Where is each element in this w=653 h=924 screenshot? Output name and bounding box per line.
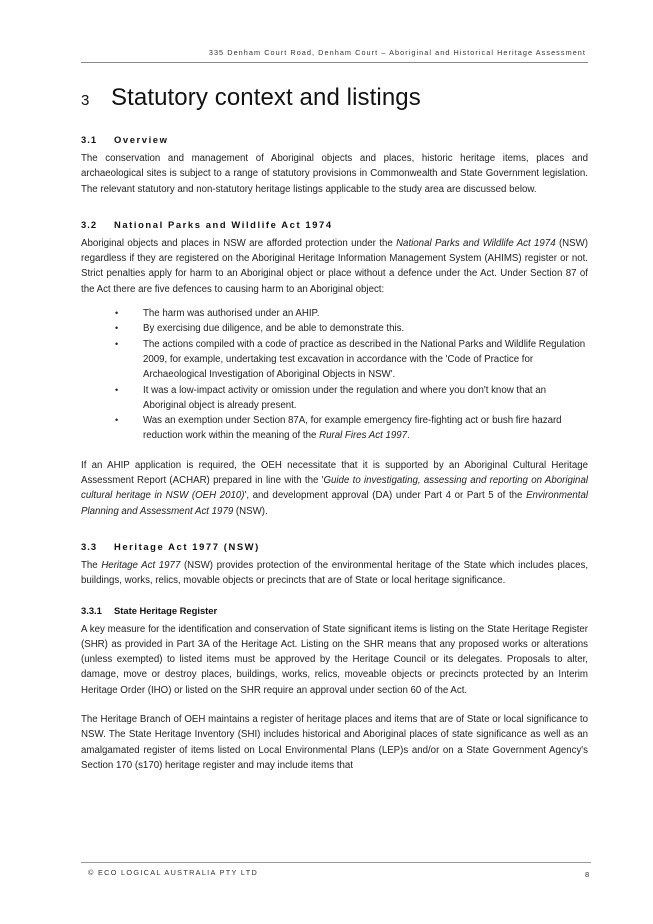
act-name: National Parks and Wildlife Act 1974 [396,237,556,249]
text-run: Was an exemption under Section 87A, for example emergency fire-fighting act or bush fire hazard reduction work within the meaning of the [143,415,562,442]
text-run: Aboriginal objects and places in NSW are afforded protection under the [81,237,397,249]
list-item [81,383,588,414]
text-run: . [407,430,410,442]
header-divider [81,62,588,63]
chapter-title: Statutory context and listings [111,84,421,111]
list-item [81,337,588,383]
npw-paragraph-1 [81,236,588,297]
shr-paragraph-1: A key measure for the identification and conservation of State significant items is listing on the State Heritage Register (SHR) as provided in Part 3A of the Heritage Act. Listing on the SHR means that any proposed works or alterations (unless exempted) to listed items must be approved by the Heritage Council or its delegates. Proposals to alter, damage, move or destroy places, buildings, works, relics, moveable objects or precincts protected by an Interim Heritage Order (IHO) or listed on the SHR require an approval under section 60 of the Act. [81,623,588,696]
section-title: Overview [114,134,169,145]
act-name: Environmental Planning and Assessment Act 1979 [81,490,588,517]
text-run: (NSW) regardless if they are registered on the Aboriginal Heritage Information Management System (AHIMS) register or not. Strict penalties apply for harm to an Aboriginal object or place without a defence under the Act. Under Section 87 of the Act there are five defences to causing harm to an Aboriginal object: [81,237,588,295]
list-item [81,321,588,336]
page-number: 8 [585,870,590,879]
chapter-heading [81,84,588,112]
list-item [81,306,588,321]
list-item-text: The harm was authorised under an AHIP. [143,308,320,320]
act-name: Rural Fires Act 1997 [319,430,408,442]
bullet-icon: • [115,323,119,334]
subsection-title: State Heritage Register [114,604,218,616]
defences-list [81,306,588,444]
footer-company: © ECO LOGICAL AUSTRALIA PTY LTD [88,868,259,877]
guide-title: Guide to investigating, assessing and reporting on Aboriginal cultural heritage in NSW (OEH 2010) [81,475,588,502]
overview-paragraph: The conservation and management of Aboriginal objects and places, historic heritage items, places and archaeological sites is subject to a range of statutory provisions in Commonwealth and State Government legislation. The relevant statutory and non-statutory heritage listings applicable to the study area are discussed below. [81,153,588,195]
bullet-icon: • [115,338,119,349]
section-heading-heritage-act [81,541,588,552]
footer-divider [81,862,591,863]
npw-paragraph-2 [81,458,588,519]
text-run: (NSW) provides protection of the environmental heritage of the State which includes places, buildings, works, relics, movable objects or precincts that are of State or local heritage significance. [81,559,589,587]
text-run: The [81,559,102,571]
list-item-text: It was a low-impact activity or omission under the regulation and where you don't know that an Aboriginal object is already present. [143,384,547,411]
heritage-paragraph [81,558,588,589]
list-item [81,413,588,444]
list-item-text: By exercising due diligence, and be able to demonstrate this. [143,323,405,335]
text-run: ', and development approval (DA) under Part 4 or Part 5 of the [244,490,527,502]
section-title: Heritage Act 1977 (NSW) [114,540,260,552]
page-content [81,80,588,773]
running-header: 335 Denham Court Road, Denham Court – Aboriginal and Historical Heritage Assessment [208,48,586,57]
section-number: 3.3 [81,540,98,552]
section-heading-overview [81,134,588,145]
section-heading-npw-act [81,219,588,230]
list-item-text: The actions compiled with a code of practice as described in the National Parks and Wildlife Regulation 2009, for example, undertaking test excavation in accordance with the 'Code of Practice for Archaeological Investigation of Aboriginal Objects in NSW'. [143,338,586,381]
bullet-icon: • [115,308,119,319]
section-title: National Parks and Wildlife Act 1974 [114,218,333,230]
text-run: (NSW). [233,505,268,517]
bullet-icon: • [115,415,119,426]
chapter-number: 3 [81,92,90,109]
section-number: 3.2 [81,218,98,230]
subsection-heading-shr [81,605,588,616]
text-run: If an AHIP application is required, the OEH necessitate that it is supported by an Aboriginal Cultural Heritage Assessment Report (ACHAR) prepared in line with the ' [81,459,588,487]
bullet-icon: • [115,384,119,395]
section-number: 3.1 [81,134,98,145]
act-name: Heritage Act 1977 [101,559,181,571]
subsection-number: 3.3.1 [81,604,102,616]
shr-paragraph-2: The Heritage Branch of OEH maintains a register of heritage places and items that are of State or local significance to NSW. The State Heritage Inventory (SHI) includes historical and Aboriginal places of state significance as well as an amalgamated register of items listed on Local Environmental Plans (LEP)s and/or on a State Government Agency's Section 170 (s170) heritage register and may include items that [81,714,588,771]
